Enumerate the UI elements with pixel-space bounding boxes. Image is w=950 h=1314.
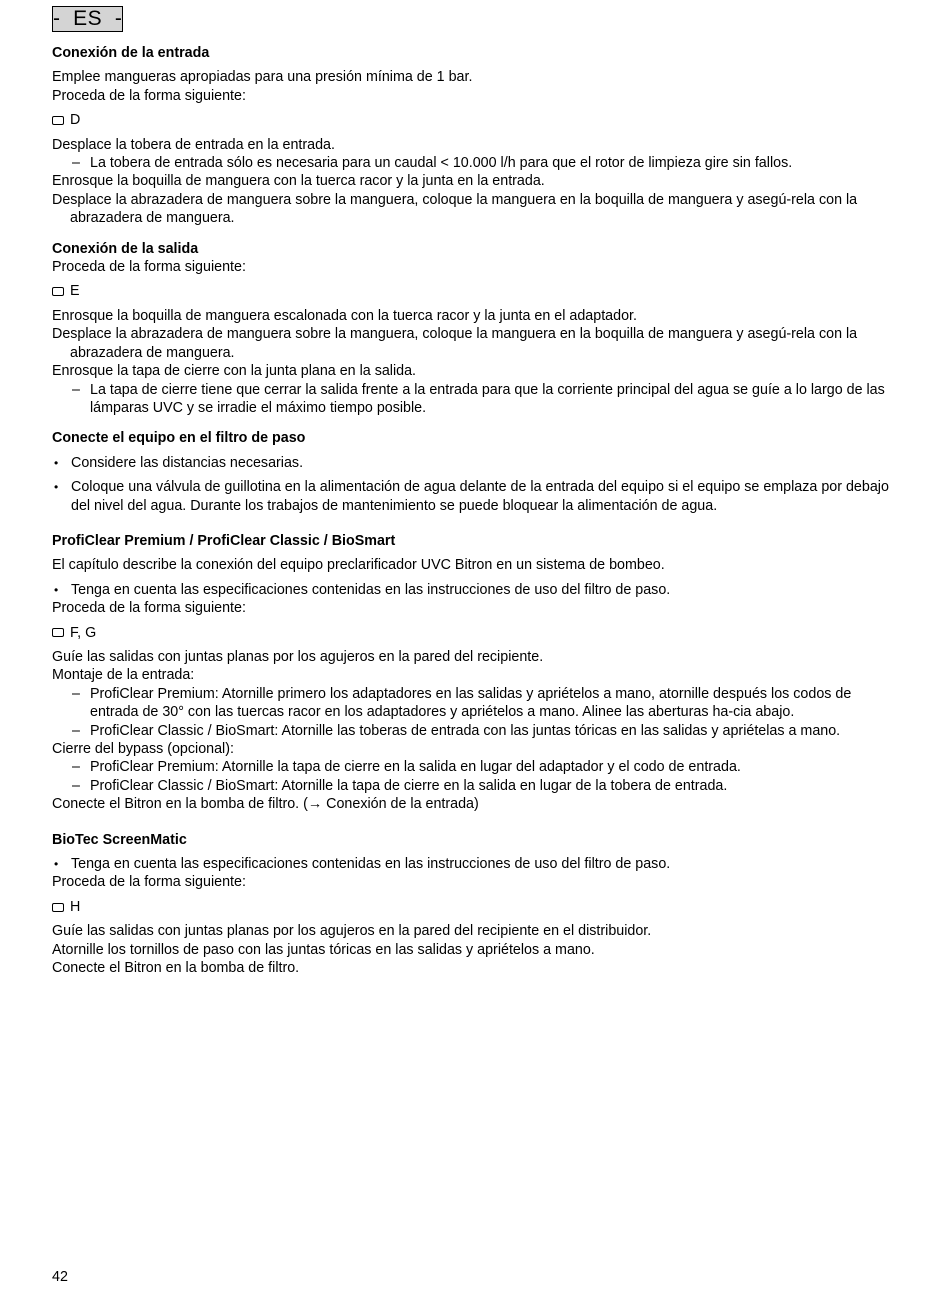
section-connect-flow-filter <box>52 429 892 515</box>
dash-item <box>52 154 892 172</box>
bullet-marker: • <box>54 455 59 470</box>
bullet-text: Tenga en cuenta las especificaciones contenidas en las instrucciones de uso del filtro de paso. <box>71 856 671 873</box>
paragraph: Enrosque la boquilla de manguera con la tuerca racor y la junta en la entrada. <box>52 173 545 190</box>
document-page <box>52 6 892 977</box>
dash-marker: – <box>72 381 80 398</box>
paragraph: Atornille los tornillos de paso con las juntas tóricas en las salidas y apriételos a mano. <box>52 941 595 958</box>
page-number: 42 <box>52 1269 68 1285</box>
dash-text: ProfiClear Classic / BioSmart: Atornille las toberas de entrada con las juntas tóricas en las salidas y apriételas a mano. <box>90 722 841 739</box>
figure-reference <box>52 898 892 916</box>
section-title: ProfiClear Premium / ProfiClear Classic / BioSmart <box>52 532 396 549</box>
dash-item <box>52 777 892 795</box>
figure-reference <box>52 624 892 642</box>
paragraph: Proceda de la forma siguiente: <box>52 600 246 617</box>
dash-item <box>52 381 892 418</box>
section-outlet-connection <box>52 240 892 418</box>
dash-text: ProfiClear Classic / BioSmart: Atornille la tapa de cierre en la salida en lugar de la tobera de entrada. <box>90 777 728 794</box>
dash-marker: – <box>72 155 80 172</box>
section-inlet-connection <box>52 44 892 228</box>
bullet-text: Coloque una válvula de guillotina en la alimentación de agua delante de la entrada del equipo si el equipo se emplaza por debajo del nivel del agua. Durante los trabajos de mantenimiento se puede bloquear la alimentación de agua. <box>71 479 889 514</box>
language-badge: - ES - <box>53 7 123 30</box>
bullet-text: Considere las distancias necesarias. <box>71 454 304 471</box>
dash-text: ProfiClear Premium: Atornille la tapa de cierre en la salida en lugar del adaptador y el codo de entrada. <box>90 759 741 776</box>
paragraph: Montaje de la entrada: <box>52 667 195 684</box>
bullet-marker: • <box>54 857 59 872</box>
figure-reference <box>52 111 892 129</box>
dash-marker: – <box>72 685 80 702</box>
bullet-item <box>52 478 892 515</box>
figure-label: D <box>70 112 81 129</box>
paragraph: Conecte el Bitron en la bomba de filtro. <box>52 960 300 977</box>
paragraph: Proceda de la forma siguiente: <box>52 874 246 891</box>
bullet-text: Tenga en cuenta las especificaciones contenidas en las instrucciones de uso del filtro de paso. <box>71 581 671 598</box>
figure-label: H <box>70 898 81 915</box>
section-title: Conecte el equipo en el filtro de paso <box>52 430 306 447</box>
paragraph: Conecte el Bitron en la bomba de filtro. (→ Conexión de la entrada) <box>52 796 479 813</box>
dash-text: La tapa de cierre tiene que cerrar la salida frente a la entrada para que la corriente principal del agua se guíe a lo largo de las lámparas UVC y se irradie el máximo tiempo posible. <box>90 381 885 416</box>
section-proficlear <box>52 532 892 814</box>
section-title: Conexión de la salida <box>52 240 199 257</box>
paragraph: Guíe las salidas con juntas planas por los agujeros en la pared del recipiente. <box>52 648 544 665</box>
paragraph: El capítulo describe la conexión del equipo preclarificador UVC Bitron en un sistema de bombeo. <box>52 557 665 574</box>
section-biotec-screenmatic <box>52 831 892 978</box>
figure-reference <box>52 282 892 300</box>
dash-marker: – <box>72 759 80 776</box>
paragraph: Enrosque la boquilla de manguera escalonada con la tuerca racor y la junta en el adaptador. <box>52 307 637 324</box>
paragraph: Cierre del bypass (opcional): <box>52 741 234 757</box>
bullet-marker: • <box>54 582 59 597</box>
paragraph: Desplace la tobera de entrada en la entrada. <box>52 136 335 153</box>
figure-label: E <box>70 283 80 300</box>
bullet-marker: • <box>54 480 59 495</box>
paragraph: Desplace la abrazadera de manguera sobre la manguera, coloque la manguera en la boquilla de manguera y asegú-rela con la abrazadera de manguera. <box>52 326 858 361</box>
paragraph: Enrosque la tapa de cierre con la junta plana en la salida. <box>52 363 417 380</box>
bullet-item <box>52 855 892 873</box>
dash-item <box>52 758 892 776</box>
dash-item <box>52 685 892 722</box>
dash-marker: – <box>72 722 80 739</box>
bullet-item <box>52 454 892 472</box>
paragraph: Proceda de la forma siguiente: <box>52 87 246 104</box>
figure-icon <box>52 116 64 125</box>
paragraph: Guíe las salidas con juntas planas por los agujeros en la pared del recipiente en el distribuidor. <box>52 923 652 940</box>
section-title: BioTec ScreenMatic <box>52 831 187 848</box>
paragraph: Proceda de la forma siguiente: <box>52 259 246 276</box>
bullet-item <box>52 581 892 599</box>
section-title: Conexión de la entrada <box>52 45 210 61</box>
figure-icon <box>52 628 64 637</box>
dash-text: La tobera de entrada sólo es necesaria para un caudal < 10.000 l/h para que el rotor de limpieza gire sin fallos. <box>90 155 793 172</box>
figure-icon <box>52 287 64 296</box>
dash-item <box>52 722 892 740</box>
dash-text: ProfiClear Premium: Atornille primero los adaptadores en las salidas y apriételos a mano, atornille después los codos de entrada de 30° con las tuercas racor en los adaptadores y apriételos a mano. Alinee las aberturas ha-cia abajo. <box>90 685 852 721</box>
figure-label: F, G <box>70 624 97 641</box>
paragraph: Desplace la abrazadera de manguera sobre la manguera, coloque la manguera en la boquilla de manguera y asegú-rela con la abrazadera de manguera. <box>52 191 858 227</box>
paragraph: Emplee mangueras apropiadas para una presión mínima de 1 bar. <box>52 69 473 86</box>
figure-icon <box>52 903 64 912</box>
dash-marker: – <box>72 777 80 794</box>
